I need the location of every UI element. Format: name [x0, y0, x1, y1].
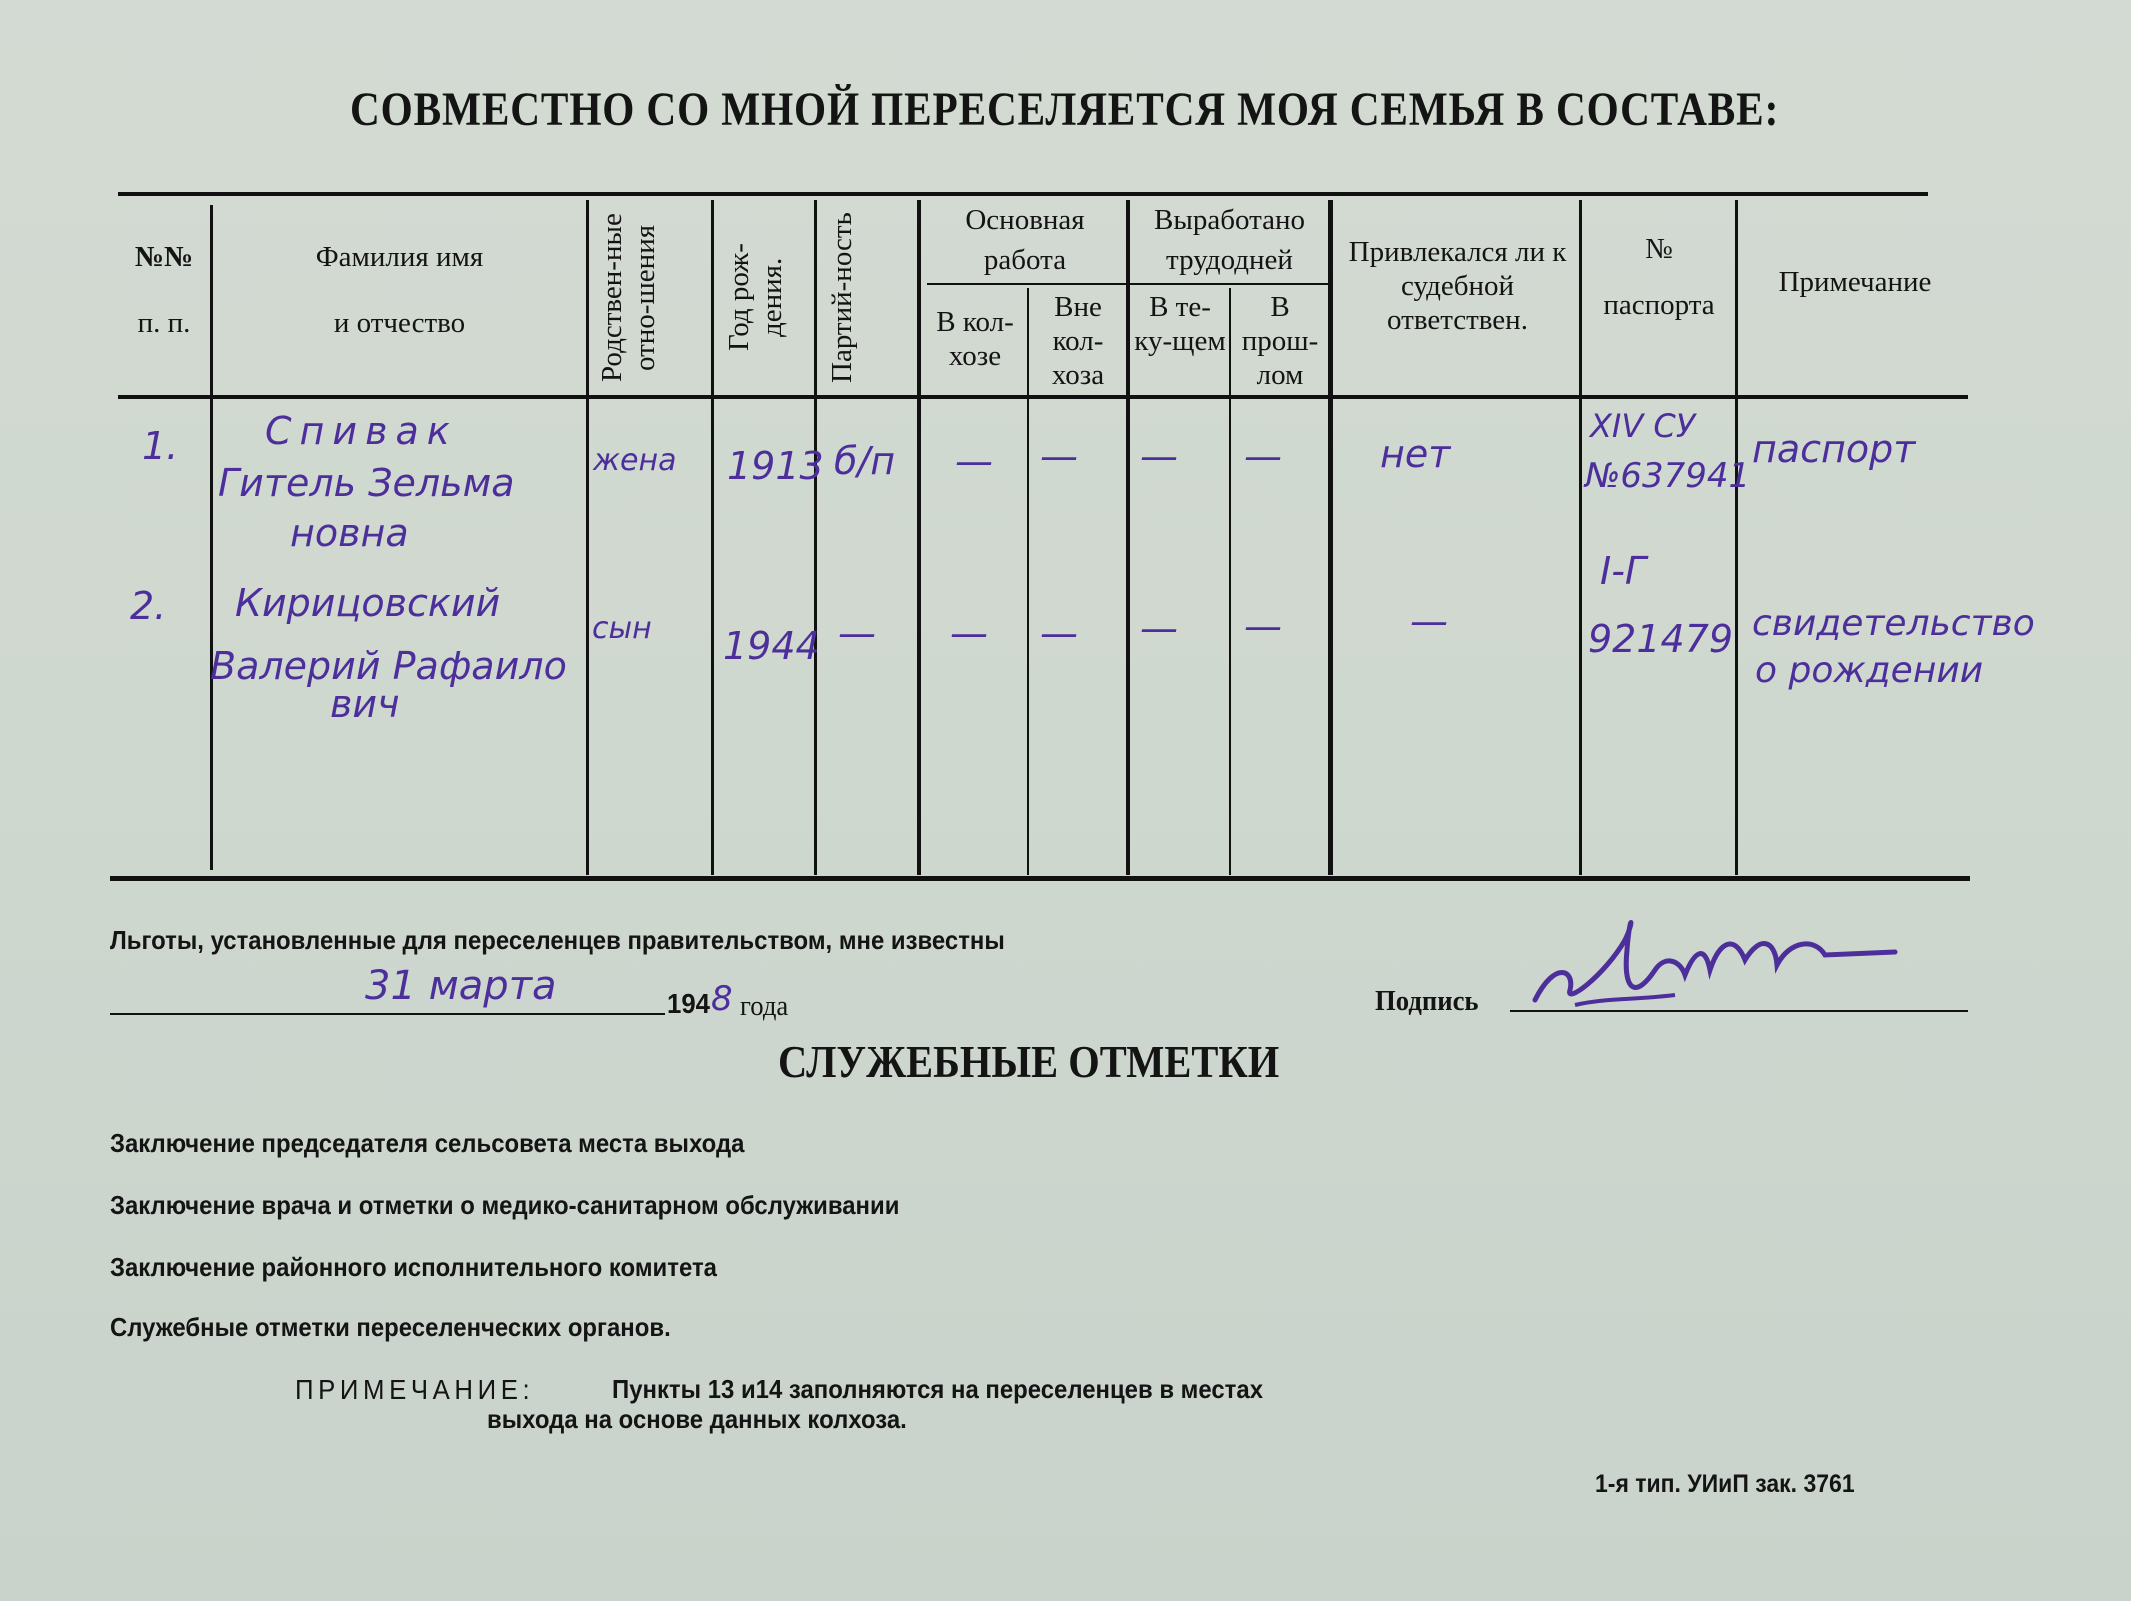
header-num-line1: №№	[134, 241, 194, 273]
main-work-subrule	[927, 283, 1127, 285]
col-divider	[1027, 288, 1029, 875]
service-line-2: Заключение врача и отметки о медико-санитарном обслуживании	[110, 1190, 900, 1220]
header-relation: Родствен-ные отно-шения	[596, 213, 661, 382]
signature-scribble	[1515, 880, 1915, 1020]
col-divider	[1126, 200, 1130, 875]
row2-passport-line2: 921479	[1588, 617, 1734, 661]
header-workdays-past: В прош-лом	[1241, 291, 1319, 391]
row2-name-line1: Кирицовский	[235, 581, 501, 625]
row2-num: 2.	[130, 584, 167, 628]
row1-in-kolkhoz: —	[955, 439, 993, 483]
row1-party: б/п	[834, 439, 896, 483]
col-divider	[1735, 200, 1738, 875]
row2-outside-kolkhoz: —	[1040, 611, 1078, 655]
row2-wd-past: —	[1244, 604, 1282, 648]
row2-party: —	[838, 611, 876, 655]
col-divider	[1328, 200, 1333, 875]
header-passport-line2: паспорта	[1603, 289, 1715, 321]
date-suffix: года	[740, 990, 789, 1022]
row2-note-line1: свидетельство	[1752, 603, 2035, 644]
header-passport	[1584, 232, 1734, 322]
header-court: Привлекался ли к судебной ответствен.	[1348, 236, 1567, 336]
note-line-1: Пункты 13 и14 заполняются на переселенцев в местах	[612, 1374, 1264, 1404]
printer-imprint: 1-я тип. УИиП зак. 3761	[1595, 1470, 1855, 1498]
header-in-kolkhoz: В кол-хозе	[936, 306, 1014, 372]
header-num	[118, 240, 210, 340]
row1-name-line2: Гитель Зельма	[218, 461, 515, 505]
benefits-text: Льготы, установленные для переселенцев правительством, мне известны	[110, 925, 1005, 955]
date-handwritten: 31 марта	[365, 963, 557, 1009]
date-underline	[110, 1013, 665, 1015]
col-divider	[711, 200, 714, 875]
service-title: СЛУЖЕБНЫЕ ОТМЕТКИ	[778, 1036, 1280, 1087]
service-line-4: Служебные отметки переселенческих органов.	[110, 1312, 671, 1342]
row2-court: —	[1410, 599, 1448, 643]
row2-wd-current: —	[1140, 606, 1178, 650]
row1-note: паспорт	[1752, 427, 1916, 471]
col-divider	[917, 200, 921, 875]
row1-wd-current: —	[1140, 434, 1178, 478]
signature-label: Подпись	[1375, 985, 1479, 1017]
page-title: СОВМЕСТНО СО МНОЙ ПЕРЕСЕЛЯЕТСЯ МОЯ СЕМЬЯ В СОСТАВЕ:	[350, 83, 1780, 136]
row1-name-line1: Спивак	[265, 409, 458, 453]
header-passport-line1: №	[1645, 233, 1673, 265]
row1-passport-line2: №637941	[1585, 456, 1751, 496]
row1-relation: жена	[593, 443, 677, 478]
row2-note-line2: о рождении	[1755, 650, 1984, 691]
date-year-hand: 8	[711, 979, 733, 1019]
col-divider	[1579, 200, 1582, 875]
row2-in-kolkhoz: —	[950, 611, 988, 655]
row1-num: 1.	[142, 424, 179, 468]
header-party: Партий-ность	[826, 212, 858, 383]
row2-name-line2: Валерий Рафаило	[210, 644, 567, 688]
header-name-line2: и отчество	[333, 307, 466, 339]
col-divider	[814, 200, 817, 875]
workdays-subrule	[1130, 283, 1330, 285]
header-name-line1: Фамилия имя	[315, 241, 484, 273]
note-label: ПРИМЕЧАНИЕ:	[295, 1374, 535, 1405]
note-line-2: выхода на основе данных колхоза.	[487, 1404, 907, 1434]
service-line-1: Заключение председателя сельсовета места выхода	[110, 1128, 745, 1158]
row1-outside-kolkhoz: —	[1040, 434, 1078, 478]
row1-year: 1913	[727, 444, 824, 488]
row1-court: нет	[1380, 432, 1451, 476]
service-line-3: Заключение районного исполнительного комитета	[110, 1252, 717, 1282]
header-name	[213, 240, 586, 340]
row1-passport-line1: XIV СУ	[1590, 407, 1696, 445]
row2-year: 1944	[723, 624, 820, 668]
row2-passport-line1: I-Г	[1600, 549, 1647, 593]
header-main-work: Основная работа	[965, 204, 1085, 276]
row2-relation: сын	[592, 611, 652, 646]
table-top-border	[118, 192, 1928, 196]
header-workdays-current: В те-ку-щем	[1134, 291, 1226, 357]
col-divider	[586, 200, 589, 875]
row1-wd-past: —	[1244, 434, 1282, 478]
col-divider	[1229, 288, 1231, 875]
row2-name-line3: вич	[330, 682, 400, 726]
header-note: Примечание	[1778, 266, 1932, 298]
header-workdays: Выработано трудодней	[1154, 204, 1305, 276]
row1-name-line3: новна	[290, 511, 409, 555]
table-header-border	[118, 395, 1968, 399]
header-birth-year: Год рож-дения.	[723, 243, 788, 352]
date-year-printed: 194	[667, 988, 710, 1019]
header-num-line2: п. п.	[137, 307, 191, 339]
header-outside-kolkhoz: Вне кол-хоза	[1051, 291, 1105, 391]
